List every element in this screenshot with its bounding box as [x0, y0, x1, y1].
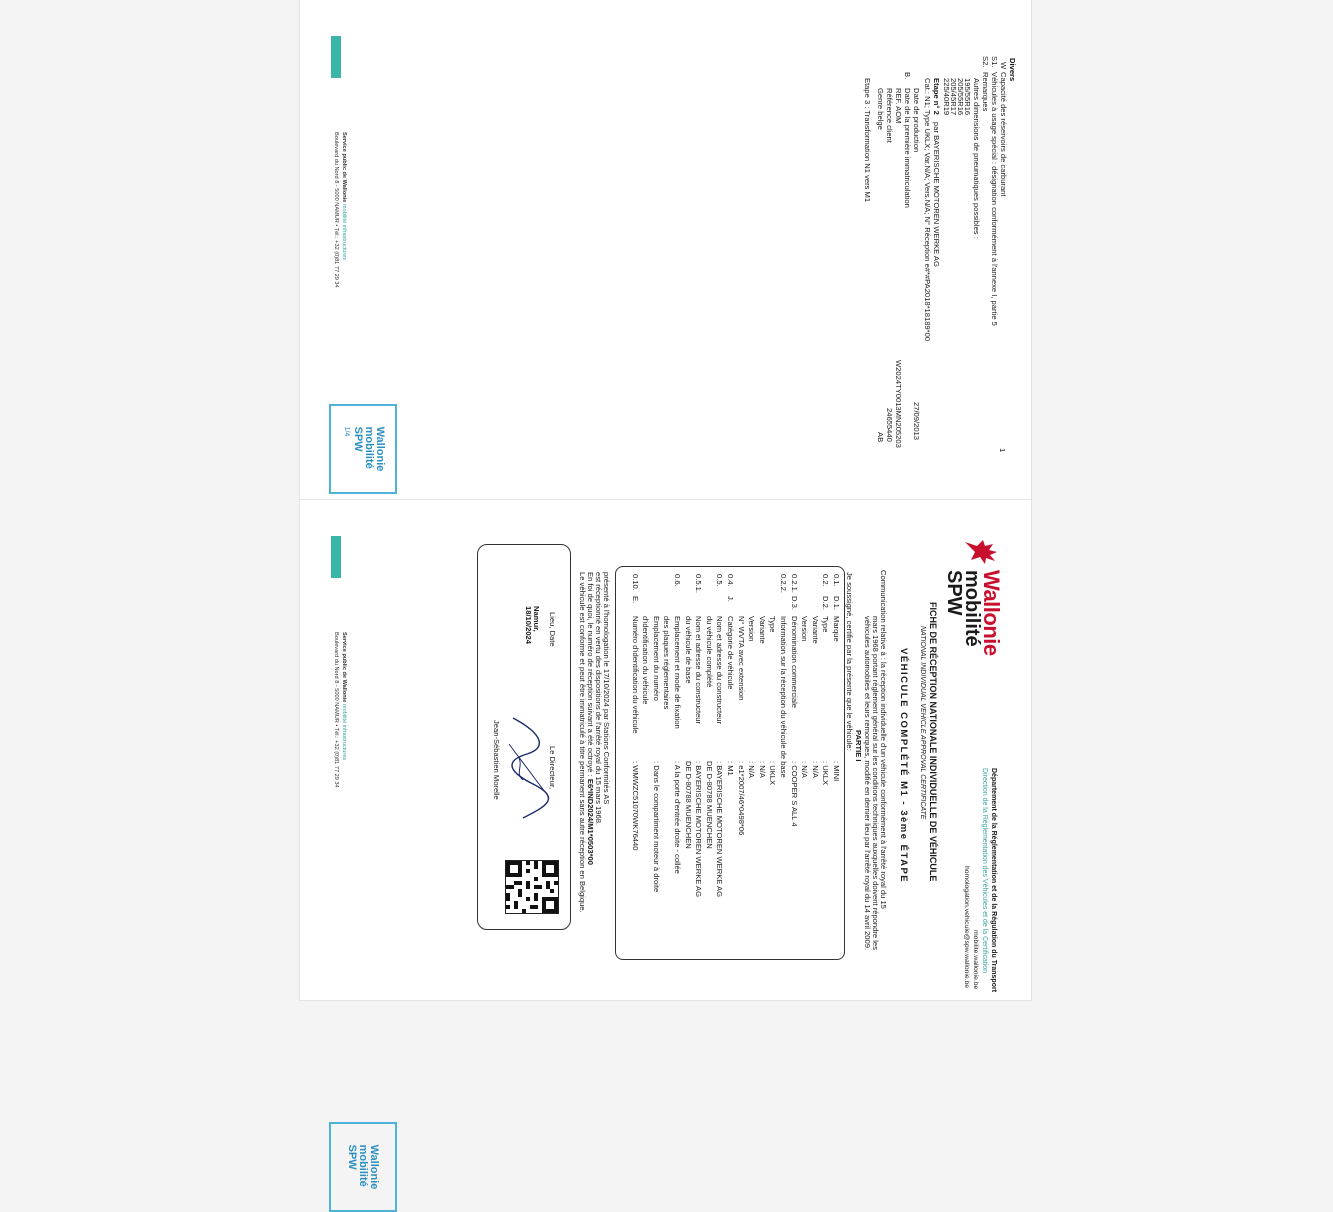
field-value: : N/A: [800, 761, 810, 778]
s2-label: S2.: [981, 56, 990, 68]
prod-date-label: Date de production: [912, 88, 921, 153]
field-value: : M1: [726, 761, 735, 776]
field-row: [736, 574, 746, 835]
field-label: Emplacement et mode de fixation: [673, 616, 682, 729]
field-label: du véhicule de base: [683, 616, 693, 684]
tyre-size: 195/55R16: [963, 78, 972, 116]
field-number: 0.5.1.: [694, 574, 704, 593]
field-row: [725, 574, 735, 776]
ref-aom: W2024TY0013MN205203: [894, 360, 903, 448]
field-row: [767, 574, 777, 785]
email-link[interactable]: homologation.vehicule@spw.wallonie.be: [963, 866, 970, 989]
field-label: Variante: [810, 616, 820, 644]
field-code: [640, 596, 650, 616]
etape3-text: Etape 3 : Transformation N1 vers M1: [863, 78, 872, 203]
stamp-page-count: 1/4: [343, 426, 350, 437]
place: Namur,: [532, 606, 541, 632]
footer-brand: mobilité infrastructures: [341, 203, 347, 261]
field-number: 0.5.: [715, 574, 725, 587]
field-label: Information sur la réception du véhicule de base: [779, 616, 788, 778]
field-value: DE D-80788 MUENCHEN: [683, 761, 693, 849]
field-label: Nom et adresse du constructeur: [694, 616, 704, 725]
field-label: Type: [768, 616, 778, 633]
genre: AB: [876, 432, 885, 443]
page-certificate: [300, 500, 1031, 1190]
field-code: [704, 596, 714, 616]
w-text: Capacité des réservoirs de carburant: [999, 72, 1008, 197]
approval-number: E6*IND2024/M1*0503*00: [586, 778, 595, 865]
field-row: [757, 574, 767, 778]
field-number: 0.2.: [821, 574, 831, 587]
field-number: 0.10.: [630, 574, 640, 591]
field-label: Marque: [832, 616, 841, 642]
field-row: [831, 574, 841, 781]
field-row: [778, 574, 788, 778]
field-value: : BAYERISCHE MOTOREN WERKE AG: [694, 761, 704, 898]
communication-line1: Communication relative à : la réception individuelle d'un véhicule conformément à l'arrêté royal du 15: [879, 570, 888, 909]
field-row: [714, 574, 724, 897]
field-value: : UKLX: [821, 761, 831, 786]
field-value: : e1*2007/46*0498*06: [736, 761, 746, 836]
field-label: Catégorie de véhicule: [726, 616, 735, 690]
field-number: [746, 574, 756, 596]
field-value: : N/A: [810, 761, 820, 778]
field-label: Version: [800, 616, 810, 642]
field-code: D.2.: [821, 596, 831, 610]
field-value: : COOPER S ALL 4: [789, 761, 799, 827]
field-number: [736, 574, 746, 596]
dept-line2: Direction de la Réglementation des Véhicules et de la Certification: [981, 768, 988, 974]
sign-date: 18/10/2024: [524, 606, 533, 645]
field-number: [799, 574, 809, 596]
stamp-line3: SPW: [346, 1144, 359, 1170]
field-code: [736, 596, 746, 616]
closing-line1: présenté à l'homologation le 17/10/2024 par Stations Conformités AS: [602, 572, 611, 805]
document-title: FICHE DE RÉCEPTION NATIONALE INDIVIDUELLE DE VÉHICULE: [928, 602, 938, 882]
field-row: [746, 574, 756, 778]
closing-line2: est réceptionné en vertu des dispositions de l'arrêté royal du 15 mars 1968.: [594, 572, 603, 826]
soussigne-text: Je soussigné, certifie par la présente que le véhicule:: [845, 572, 854, 751]
genre-label: Genre belge: [876, 88, 885, 130]
field-code: [810, 596, 820, 616]
field-value: : N/A: [747, 761, 757, 778]
place-date-label: Lieu, Date: [548, 612, 557, 647]
field-code: [757, 596, 767, 616]
field-label: du véhicule complété: [704, 616, 714, 688]
field-row: [640, 574, 650, 761]
cat-text: Cat.: N1; Type UKLX; Var.N/A; Vers.N/A; N° Réception e#*#PA2018*18189*00: [923, 78, 932, 342]
s1-label: S1.: [990, 56, 999, 68]
field-number: [640, 574, 650, 596]
wallonie-mobilite-stamp: [329, 404, 397, 494]
director-name: Jean-Sébastien Morelle: [492, 720, 501, 800]
b-text: Date de la première immatriculation: [903, 88, 912, 208]
field-number: 0.1.: [832, 574, 841, 587]
vehicle-title: VÉHICULE COMPLÉTÉ M1 - 3ème ÉTAPE: [898, 648, 909, 884]
field-number: 0.4.: [726, 574, 735, 587]
field-row: [704, 574, 714, 849]
footer-address: Boulevard du Nord 8 - 5000 NAMUR • Tél.: +32 (0)81 77 29 34: [333, 632, 339, 788]
director-label: Le Directeur,: [548, 746, 557, 790]
field-label: Numéro d'identification du véhicule: [630, 616, 640, 734]
logo-line3: SPW: [943, 570, 965, 616]
field-code: [778, 596, 788, 616]
field-number: 0.2.1.: [789, 574, 799, 593]
field-number: 0.6.: [673, 574, 682, 587]
field-number: 0.2.2.: [779, 574, 788, 593]
dept-line1: Département de la Réglementation et de la Régulation du Transport: [990, 768, 997, 993]
field-number: [757, 574, 767, 596]
field-value: DE D-80788 MUENCHEN: [704, 761, 714, 849]
field-row: [789, 574, 799, 827]
partie-heading: PARTIE I: [854, 730, 863, 762]
field-value: : A la porte d'entrée droite - collée: [673, 761, 682, 874]
footer-org: Service public de Wallonie: [341, 132, 347, 203]
wallonie-logo: [943, 536, 1004, 656]
field-label: Emplacement du numéro: [651, 616, 661, 701]
field-code: [683, 596, 693, 616]
stamp-line1: Wallonie: [374, 426, 386, 472]
field-row: [820, 574, 830, 785]
page-continuation: [300, 0, 1031, 500]
field-code: [661, 596, 671, 616]
field-code: [746, 596, 756, 616]
field-row: [693, 574, 703, 897]
wallonie-rooster-icon: [963, 536, 1001, 566]
s1-text: Véhicules à usage spécial : désignation conformément à l'annexe I, partie 5: [990, 72, 999, 326]
closing-line3-text: En foi de quoi, le numéro de réception suivant a été octroyé :: [586, 572, 595, 777]
field-label: Type: [821, 616, 831, 633]
field-value: : UKLX: [768, 761, 778, 786]
stamp-line3: SPW: [352, 426, 364, 452]
logo-line1: Wallonie: [979, 570, 1004, 656]
qr-code-icon: [506, 861, 558, 913]
field-number: [810, 574, 820, 596]
w-label: W: [999, 62, 1008, 70]
stamp-line2: mobilité: [357, 1144, 370, 1187]
s2-text: Remarques: [981, 72, 990, 112]
divers-heading: Divers: [1008, 58, 1017, 82]
field-number: [651, 574, 661, 596]
tyre-size: 205/45R17: [949, 78, 958, 116]
footer-address: Boulevard du Nord 8 - 5000 NAMUR • Tél.: +32 (0)81 77 29 34: [333, 132, 339, 288]
closing-line4: Le véhicule est conforme et peut être immatriculé à titre permanent sans autre réception en Belgique.: [578, 572, 587, 913]
logo-line2: mobilité: [961, 570, 983, 647]
signature: [501, 714, 553, 824]
field-code: D.3.: [789, 596, 799, 610]
field-row: [661, 574, 671, 761]
field-code: E.: [630, 596, 640, 604]
etape2-label: Etape n° 2: [932, 78, 941, 115]
field-label: N° WVTA avec extension: [736, 616, 746, 701]
field-code: [714, 596, 724, 616]
wallonie-mobilite-stamp: [329, 1122, 397, 1212]
field-number: [767, 574, 777, 596]
field-number: [661, 574, 671, 596]
footer-line1: [340, 132, 347, 260]
document-subtitle: NATIONAL INDIVIDUAL VEHICLE APPROVAL CERTIFICATE: [919, 626, 926, 820]
field-value: : Dans le compartiment moteur à droite: [651, 761, 661, 893]
field-code: D.1.: [832, 596, 841, 610]
ref-client: 24655440: [885, 408, 894, 442]
web-link[interactable]: mobilite.wallonie.be: [972, 930, 979, 990]
prod-date: 27/09/2013: [912, 402, 921, 441]
field-row: [810, 574, 820, 778]
field-value: : MINI: [832, 761, 841, 782]
field-label: Dénomination commerciale: [789, 616, 799, 709]
communication-line2: mars 1968 portant règlement général sur les conditions techniques auxquelles doivent répondre les: [871, 616, 880, 950]
footer-org: Service public de Wallonie: [341, 632, 347, 703]
etape2-text: par BAYERISCHE MOTOREN WERKE AG: [932, 122, 941, 267]
footer-brand: mobilité infrastructures: [341, 703, 347, 761]
field-number: [683, 574, 693, 596]
accent-bar: [331, 36, 341, 78]
communication-line3: véhicules automobiles et leurs remorques, modifié en dernier lieu par l'arrêté royal du 14 avril 2009.: [863, 616, 872, 951]
page-marker: 1: [998, 448, 1007, 453]
field-row: [799, 574, 809, 778]
footer-line1: [340, 632, 347, 760]
field-label: Nom et adresse du constructeur: [715, 616, 725, 725]
qr-code[interactable]: [505, 860, 559, 914]
b-label: B.: [903, 72, 912, 80]
field-label: Variante: [757, 616, 767, 644]
field-value: : BAYERISCHE MOTOREN WERKE AG: [715, 761, 725, 898]
field-row: [672, 574, 682, 874]
accent-bar: [331, 536, 341, 578]
field-row: [651, 574, 661, 892]
field-code: [672, 596, 682, 616]
field-row: [683, 574, 693, 849]
stamp-line2: mobilité: [363, 426, 375, 469]
tyres-intro: Autres dimensions de pneumatiques possibles :: [972, 78, 981, 239]
field-code: J.: [726, 596, 735, 602]
field-label: Version: [747, 616, 757, 642]
ref-client-label: Référence client: [885, 88, 894, 143]
tyre-size: 225/40R19: [942, 78, 951, 116]
signature-icon: [501, 714, 553, 824]
field-label: d'identification du véhicule: [641, 616, 651, 705]
field-value: : N/A: [757, 761, 767, 778]
tyre-size: 205/55R16: [956, 78, 965, 116]
field-code: [651, 596, 661, 616]
field-number: [704, 574, 714, 596]
stamp-line1: Wallonie: [368, 1144, 381, 1190]
field-value: : WMWZC51070WK76440: [630, 761, 640, 851]
field-code: [767, 596, 777, 616]
field-row: [630, 574, 640, 850]
field-code: [799, 596, 809, 616]
field-code: [693, 596, 703, 616]
field-label: des plaques réglementaires: [662, 616, 672, 710]
ref-aom-label: REF. AOM: [894, 88, 903, 124]
